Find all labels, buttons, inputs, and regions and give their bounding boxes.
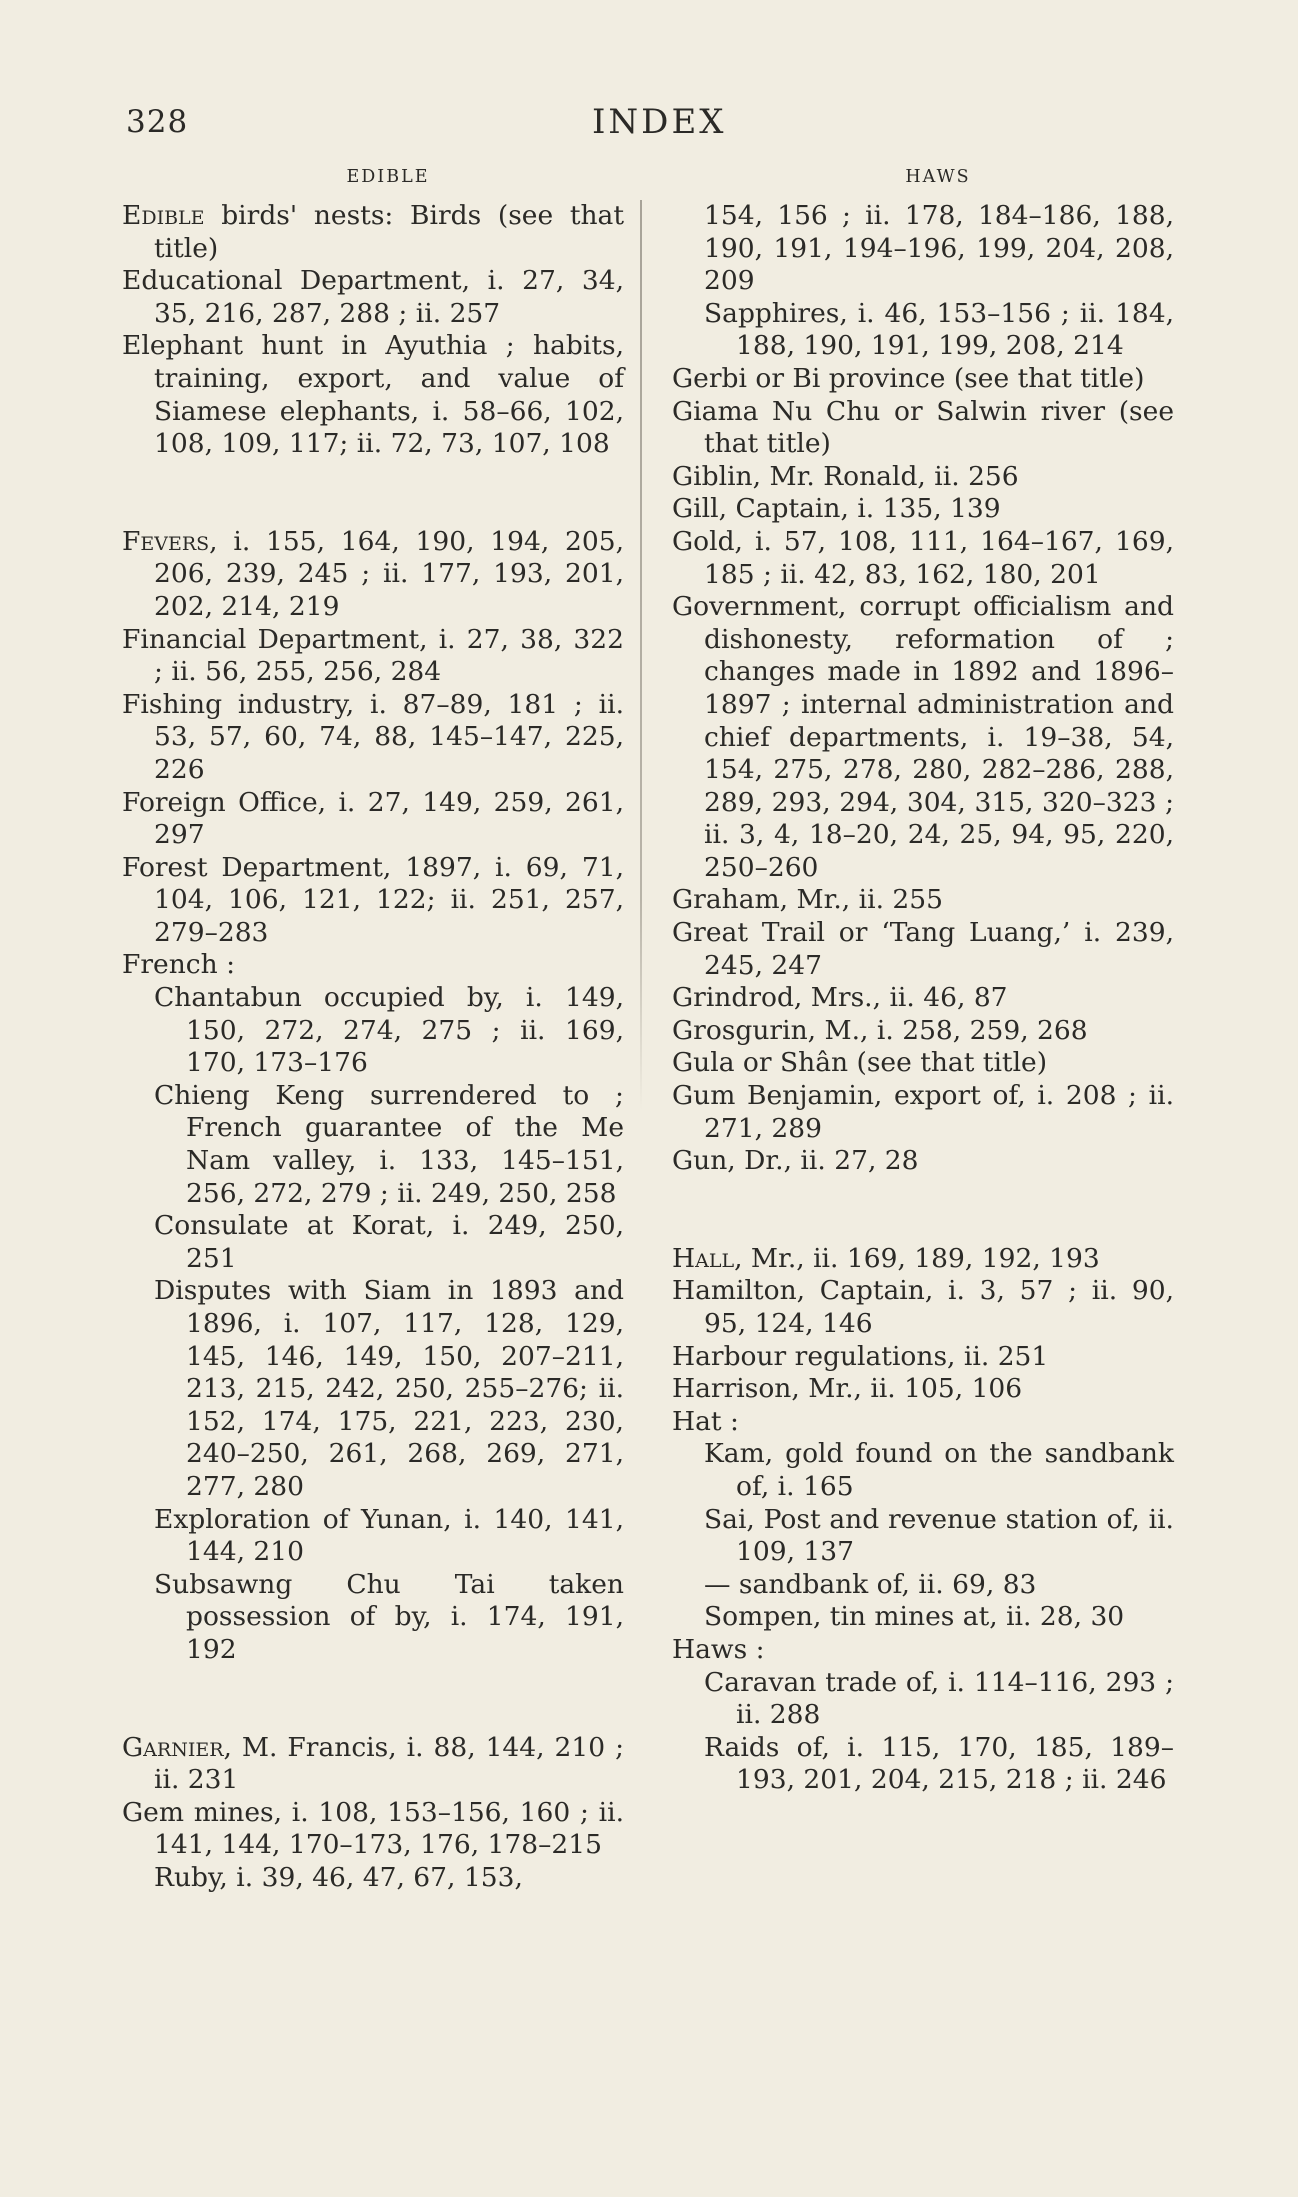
index-entry: [122, 949, 624, 982]
entry-text: Gun, Dr., ii. 27, 28: [672, 1145, 919, 1177]
section-gap: [122, 461, 624, 526]
entry-text: Giama Nu Chu or Salwin river (see that title): [672, 395, 1174, 460]
entry-text: , M. Francis, i. 88, 144, 210 ; ii. 231: [154, 1731, 624, 1796]
index-subentry: [122, 1080, 624, 1210]
index-subentry: [672, 1438, 1174, 1503]
entry-text: Fishing industry, i. 87–89, 181 ; ii. 53, 57, 60, 74, 88, 145–147, 225, 226: [122, 688, 624, 785]
index-continuation: [672, 200, 1174, 298]
index-entry: [672, 1015, 1174, 1048]
index-entry: [122, 200, 624, 265]
entry-text: Sompen, tin mines at, ii. 28, 30: [704, 1601, 1125, 1633]
entry-text: Gula or Shân (see that title): [672, 1047, 1048, 1079]
entry-text: Elephant hunt in Ayuthia ; habits, training, export, and value of Siamese elephants, i. 58–66, 102, 108, 109, 117; ii. 72, 73, 107, 108: [122, 330, 624, 460]
column-rule: [640, 200, 642, 1950]
right-entries: [672, 200, 1174, 1797]
entry-text: Gum Benjamin, export of, i. 208 ; ii. 271, 289: [672, 1080, 1174, 1144]
entry-text: Disputes with Siam in 1893 and 1896, i. 107, 117, 128, 129, 145, 146, 149, 150, 207–211, 213, 215, 242, 250, 255–276; ii. 152, 174, 175, 221, 223, 230, 240–250, 261, 268, 269, 271, 277, 280: [154, 1275, 624, 1502]
entry-text: 154, 156 ; ii. 178, 184–186, 188, 190, 191, 194–196, 199, 204, 208, 209: [704, 200, 1174, 297]
entry-text: Harrison, Mr., ii. 105, 106: [672, 1373, 1023, 1405]
index-entry: [122, 624, 624, 689]
entry-text: Haws :: [672, 1633, 765, 1665]
index-subentry: [122, 1275, 624, 1503]
page-title: INDEX: [592, 102, 727, 142]
entry-text: birds' nests: Birds (see that title): [154, 200, 624, 264]
index-entry: [672, 396, 1174, 461]
entry-text: Financial Department, i. 27, 38, 322 ; ii. 56, 255, 256, 284: [122, 623, 624, 688]
index-entry: [672, 493, 1174, 526]
entry-text: Grindrod, Mrs., ii. 46, 87: [672, 982, 1008, 1014]
entry-text: Chieng Keng surrendered to ; French guarantee of the Me Nam valley, i. 133, 145–151, 256, 272, 279 ; ii. 249, 250, 258: [154, 1079, 624, 1209]
entry-text: Raids of, i. 115, 170, 185, 189–193, 201, 204, 215, 218 ; ii. 246: [704, 1731, 1174, 1796]
entry-text: Hat :: [672, 1405, 739, 1437]
entry-lead-word: Garnier: [122, 1731, 224, 1763]
entry-text: Giblin, Mr. Ronald, ii. 256: [672, 460, 1019, 492]
entry-text: Kam, gold found on the sandbank of, i. 165: [704, 1438, 1174, 1502]
index-subentry: [122, 1862, 624, 1895]
entry-text: , Mr., ii. 169, 189, 192, 193: [734, 1242, 1100, 1274]
index-entry: [122, 852, 624, 950]
index-entry: [672, 1341, 1174, 1374]
entry-text: , i. 155, 164, 190, 194, 205, 206, 239, 245 ; ii. 177, 193, 201, 202, 214, 219: [154, 525, 624, 622]
entry-text: Gem mines, i. 108, 153–156, 160 ; ii. 141, 144, 170–173, 176, 178–215: [122, 1796, 624, 1861]
index-entry: [672, 1080, 1174, 1145]
entry-text: Gill, Captain, i. 135, 139: [672, 493, 1001, 525]
index-entry: [672, 1634, 1174, 1667]
entry-text: Chantabun occupied by, i. 149, 150, 272, 274, 275 ; ii. 169, 170, 173–176: [154, 982, 624, 1079]
entry-text: Educational Department, i. 27, 34, 35, 216, 287, 288 ; ii. 257: [122, 265, 624, 329]
right-column: [672, 165, 1174, 1797]
index-subentry: [672, 1569, 1174, 1602]
entry-text: French :: [122, 949, 236, 981]
index-entry: [672, 1275, 1174, 1340]
index-entry: [672, 363, 1174, 396]
index-subentry: [122, 1504, 624, 1569]
index-entry: [122, 1732, 624, 1797]
index-subentry: [672, 1667, 1174, 1732]
section-gap: [122, 1667, 624, 1732]
index-entry: [672, 884, 1174, 917]
entry-text: Graham, Mr., ii. 255: [672, 884, 944, 916]
index-subentry: [672, 1504, 1174, 1569]
entry-text: Exploration of Yunan, i. 140, 141, 144, 210: [154, 1503, 624, 1568]
index-subentry: [122, 1569, 624, 1667]
entry-text: Consulate at Korat, i. 249, 250, 251: [154, 1210, 624, 1274]
index-entry: [122, 330, 624, 460]
index-entry: [672, 917, 1174, 982]
index-entry: [122, 526, 624, 624]
index-entry: [672, 1243, 1174, 1276]
index-entry: [672, 1145, 1174, 1178]
index-entry: [122, 1797, 624, 1862]
index-entry: [672, 526, 1174, 591]
index-subentry: [672, 1601, 1174, 1634]
left-entries: [122, 200, 624, 1895]
entry-text: — sandbank of, ii. 69, 83: [704, 1568, 1037, 1600]
entry-text: Ruby, i. 39, 46, 47, 67, 153,: [154, 1861, 523, 1893]
index-subentry: [672, 298, 1174, 363]
entry-text: Foreign Office, i. 27, 149, 259, 261, 297: [122, 786, 624, 851]
entry-text: Harbour regulations, ii. 251: [672, 1340, 1049, 1372]
entry-text: Caravan trade of, i. 114–116, 293 ; ii. 288: [704, 1666, 1174, 1731]
entry-text: Grosgurin, M., i. 258, 259, 268: [672, 1014, 1088, 1046]
section-gap: [672, 1178, 1174, 1243]
index-entry: [672, 591, 1174, 884]
entry-text: Sai, Post and revenue station of, ii. 109, 137: [704, 1503, 1174, 1568]
page-number: 328: [126, 104, 189, 140]
index-entry: [672, 461, 1174, 494]
index-entry: [122, 689, 624, 787]
entry-text: Gerbi or Bi province (see that title): [672, 362, 1145, 394]
running-head-left: EDIBLE: [346, 167, 430, 187]
entry-lead-word: Hall: [672, 1242, 735, 1274]
entry-text: Government, corrupt officialism and dishonesty, reformation of ; changes made in 1892 and 1896–1897 ; internal administration and chief departments, i. 19–38, 54, 154, 275, 278, 280, 282–286, 288, 289, 293, 294, 304, 315, 320–323 ; ii. 3, 4, 18–20, 24, 25, 94, 95, 220, 250–260: [672, 591, 1174, 883]
index-entry: [672, 1047, 1174, 1080]
entry-text: Subsawng Chu Tai taken possession of by, i. 174, 191, 192: [154, 1568, 624, 1665]
entry-lead-word: Edible: [122, 200, 205, 231]
entry-lead-word: Fevers: [122, 525, 210, 557]
entry-text: Hamilton, Captain, i. 3, 57 ; ii. 90, 95, 124, 146: [672, 1275, 1174, 1339]
entry-text: Great Trail or ‘Tang Luang,’ i. 239, 245, 247: [672, 917, 1174, 981]
index-entry: [672, 1373, 1174, 1406]
entry-text: Forest Department, 1897, i. 69, 71, 104, 106, 121, 122; ii. 251, 257, 279–283: [122, 851, 624, 948]
index-entry: [672, 982, 1174, 1015]
entry-text: Gold, i. 57, 108, 111, 164–167, 169, 185 ; ii. 42, 83, 162, 180, 201: [672, 525, 1174, 590]
index-subentry: [122, 982, 624, 1080]
entry-text: Sapphires, i. 46, 153–156 ; ii. 184, 188, 190, 191, 199, 208, 214: [704, 297, 1174, 362]
index-subentry: [672, 1732, 1174, 1797]
index-entry: [122, 787, 624, 852]
index-subentry: [122, 1210, 624, 1275]
left-column: [122, 165, 624, 1895]
running-head-right: HAWS: [905, 167, 971, 187]
index-entry: [122, 265, 624, 330]
index-entry: [672, 1406, 1174, 1439]
